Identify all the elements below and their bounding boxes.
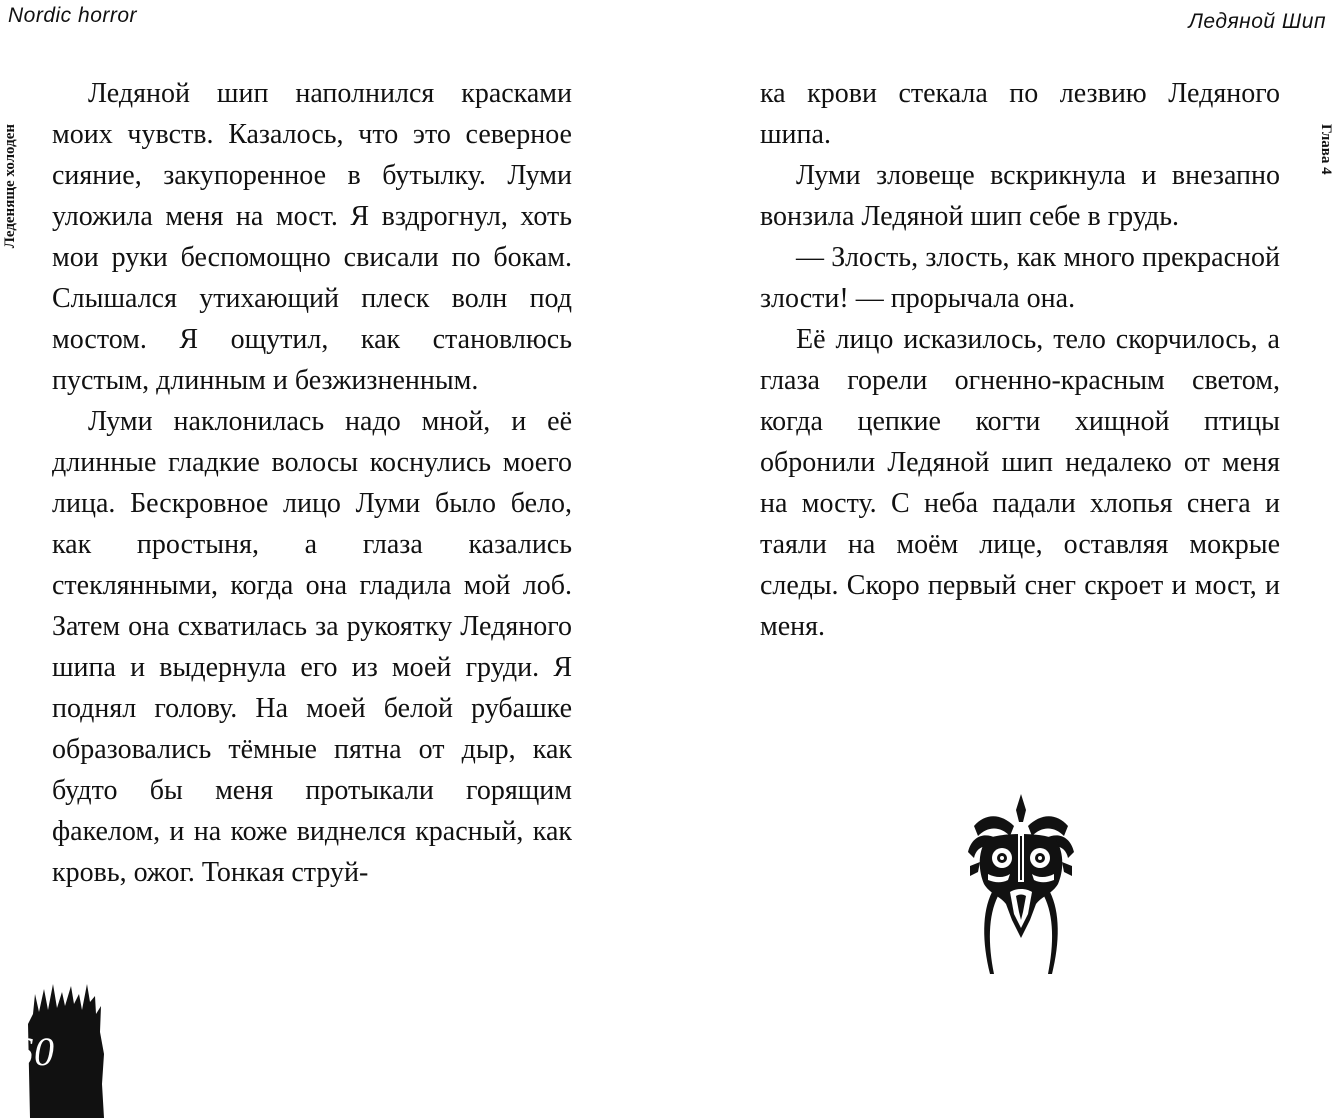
demon-mask-ornament-icon [966, 792, 1076, 986]
paragraph: Луми зловеще вскрикнула и внезапно вонзила Ледяной шип себе в грудь. [760, 160, 1280, 232]
running-head-series: Nordic horror [8, 4, 138, 27]
side-label-chapter: Глава 4 [1318, 124, 1334, 175]
paragraph: ка крови стекала по лезвию Ледяного шипа. [760, 78, 1280, 150]
paragraph: — Злость, злость, как много прекрасной злости! — прорычала она. [760, 242, 1280, 314]
right-page [668, 0, 1336, 1118]
page-number: 60 [13, 1029, 55, 1074]
running-head-chapter-title: Ледяной Шип [1188, 10, 1326, 33]
paragraph: Луми наклонилась надо мной, и её длинные гладкие волосы коснулись моего лица. Бескровное лицо Луми было бело, как простыня, а глаза казались стеклянными, когда она гладила мой лоб. Затем она схватилась за рукоятку Ледяного шипа и выдернула его из моей груди. Я поднял голову. На моей белой рубашке образовались тёмные пятна от дыр, как будто бы меня протыкали горящим факелом, и на коже виднелся красный, как кровь, ожог. Тонкая струй- [52, 406, 572, 888]
right-page-body [760, 73, 1280, 647]
left-page-body [52, 73, 572, 893]
side-label-book-title: Леденяще холоден [2, 124, 18, 249]
paragraph: Её лицо исказилось, тело скорчилось, а глаза горели огненно-красным светом, когда цепкие когти хищной птицы обронили Ледяной шип недалеко от меня на мосту. С неба падали хлопья снега и таяли на моём лице, оставляя мокрые следы. Скоро первый снег скроет и мост, и меня. [760, 324, 1280, 642]
paragraph: Ледяной шип наполнился красками моих чувств. Казалось, что это северное сияние, закупоренное в бутылку. Луми уложила меня на мост. Я вздрогнул, хоть мои руки беспомощно свисали по бокам. Слышался утихающий плеск волн под мостом. Я ощутил, как становлюсь пустым, длинным и безжизненным. [52, 78, 572, 396]
